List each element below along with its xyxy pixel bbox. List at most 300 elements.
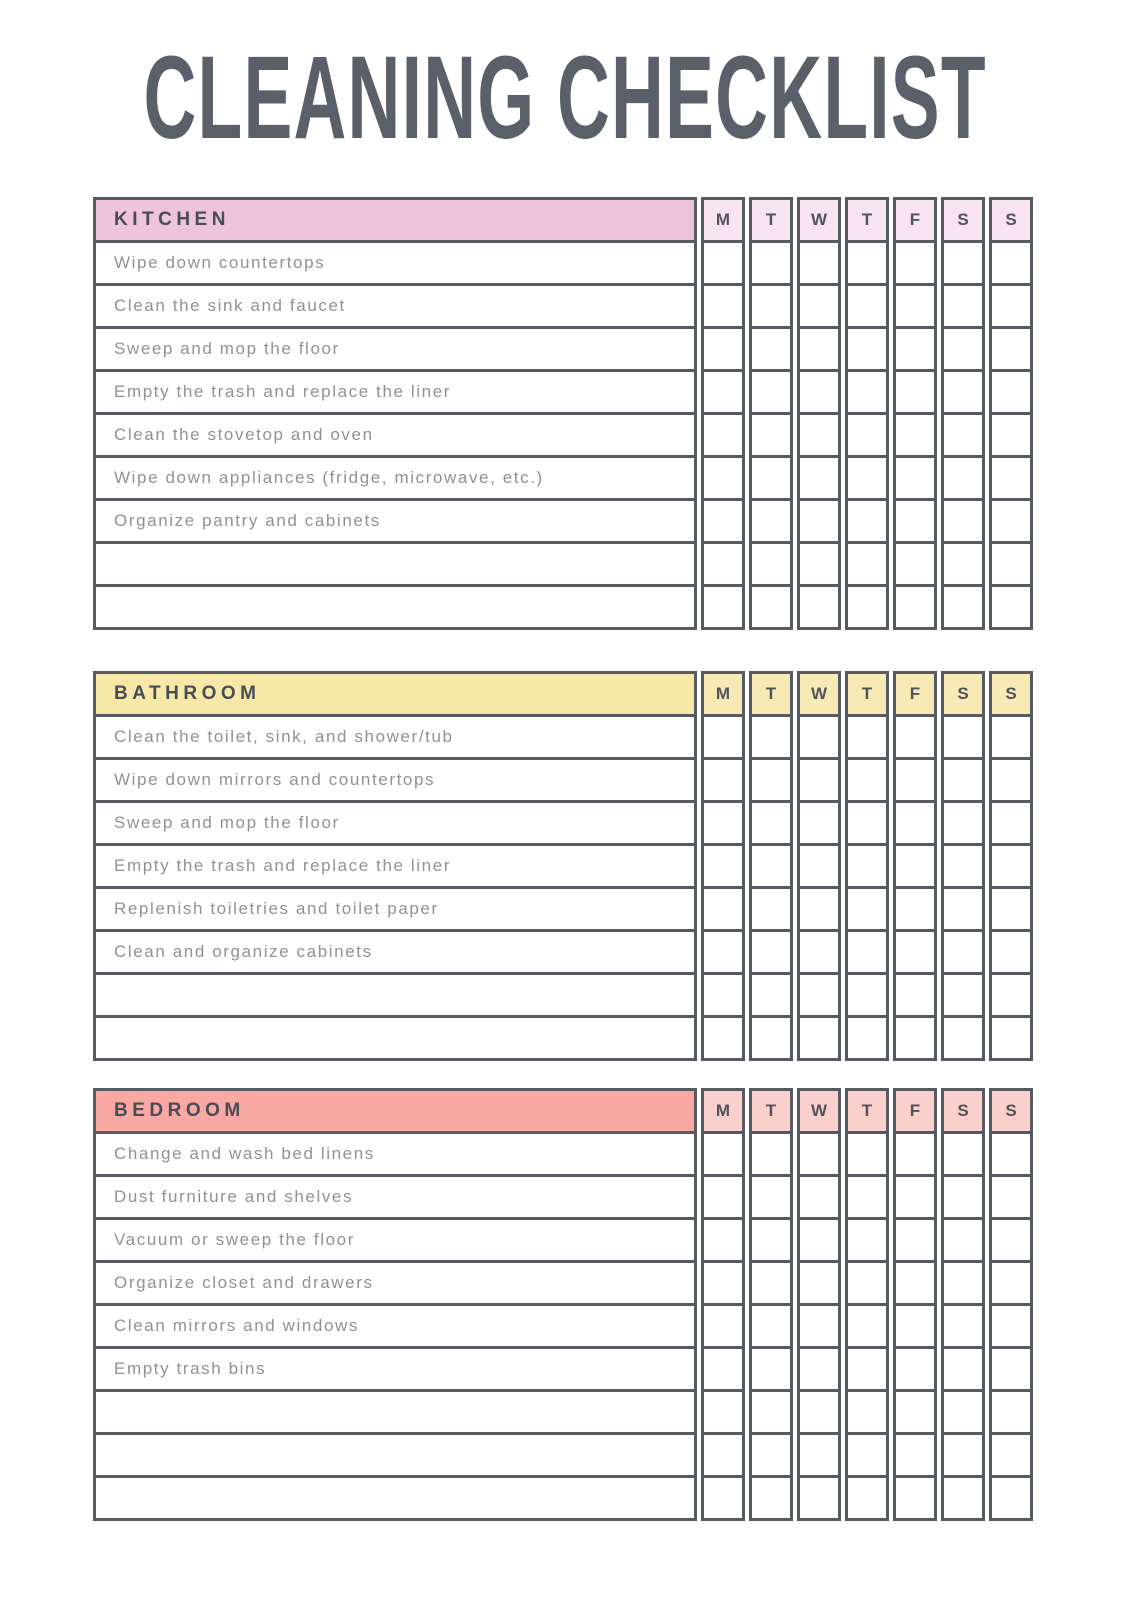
checkbox-cell[interactable] bbox=[749, 1174, 793, 1220]
day-header-cell bbox=[893, 671, 937, 717]
checkbox-cell[interactable] bbox=[989, 240, 1033, 286]
checkbox-cell[interactable] bbox=[749, 498, 793, 544]
day-header-cell bbox=[941, 197, 985, 243]
task-text: Change and wash bed linens bbox=[114, 1144, 375, 1163]
task-cell bbox=[93, 929, 697, 975]
checkbox-cell[interactable] bbox=[701, 843, 745, 889]
task-row bbox=[93, 1131, 1033, 1177]
checkbox-cell[interactable] bbox=[941, 1432, 985, 1478]
day-letter: F bbox=[909, 684, 921, 703]
task-text: Wipe down appliances (fridge, microwave, etc.) bbox=[114, 468, 544, 487]
section-header-cell-bathroom bbox=[93, 671, 697, 717]
checkbox-cell[interactable] bbox=[893, 886, 937, 932]
checkbox-cell[interactable] bbox=[749, 326, 793, 372]
day-header-cell bbox=[797, 197, 841, 243]
task-row bbox=[93, 843, 1033, 889]
checkbox-cell[interactable] bbox=[989, 1303, 1033, 1349]
checkbox-cell[interactable] bbox=[893, 800, 937, 846]
checkbox-cell[interactable] bbox=[749, 1217, 793, 1263]
checkbox-cell[interactable] bbox=[893, 326, 937, 372]
checkbox-cell[interactable] bbox=[845, 1475, 889, 1521]
task-text: Vacuum or sweep the floor bbox=[114, 1230, 355, 1249]
checkbox-cell[interactable] bbox=[749, 1432, 793, 1478]
task-cell bbox=[93, 757, 697, 803]
checkbox-cell[interactable] bbox=[893, 972, 937, 1018]
day-letter: T bbox=[861, 684, 873, 703]
checkbox-cell[interactable] bbox=[893, 584, 937, 630]
day-letter: M bbox=[715, 1101, 731, 1120]
checkbox-cell[interactable] bbox=[845, 929, 889, 975]
checkbox-cell[interactable] bbox=[749, 283, 793, 329]
checkbox-cell[interactable] bbox=[845, 714, 889, 760]
checkbox-cell[interactable] bbox=[797, 1174, 841, 1220]
checkbox-cell[interactable] bbox=[797, 1389, 841, 1435]
checkbox-cell[interactable] bbox=[701, 1131, 745, 1177]
empty-task-cell bbox=[93, 1389, 697, 1435]
checkbox-cell[interactable] bbox=[941, 714, 985, 760]
checkbox-cell[interactable] bbox=[845, 455, 889, 501]
checkbox-cell[interactable] bbox=[893, 541, 937, 587]
checkbox-cell[interactable] bbox=[941, 1475, 985, 1521]
checkbox-cell[interactable] bbox=[797, 584, 841, 630]
task-row bbox=[93, 455, 1033, 501]
checkbox-cell[interactable] bbox=[845, 541, 889, 587]
task-cell bbox=[93, 283, 697, 329]
checkbox-cell[interactable] bbox=[845, 498, 889, 544]
checkbox-cell[interactable] bbox=[989, 1174, 1033, 1220]
checkbox-cell[interactable] bbox=[797, 972, 841, 1018]
task-cell bbox=[93, 1260, 697, 1306]
task-row bbox=[93, 326, 1033, 372]
day-header-cell bbox=[941, 671, 985, 717]
task-row bbox=[93, 714, 1033, 760]
task-cell bbox=[93, 240, 697, 286]
checkbox-cell[interactable] bbox=[893, 1131, 937, 1177]
checkbox-cell[interactable] bbox=[989, 929, 1033, 975]
empty-task-cell bbox=[93, 541, 697, 587]
task-text: Organize closet and drawers bbox=[114, 1273, 374, 1292]
checkbox-cell[interactable] bbox=[845, 886, 889, 932]
checkbox-cell[interactable] bbox=[797, 1475, 841, 1521]
checkbox-cell[interactable] bbox=[845, 369, 889, 415]
checkbox-cell[interactable] bbox=[749, 541, 793, 587]
checkbox-cell[interactable] bbox=[893, 1174, 937, 1220]
task-text: Empty the trash and replace the liner bbox=[114, 856, 452, 875]
checkbox-cell[interactable] bbox=[989, 1432, 1033, 1478]
checkbox-cell[interactable] bbox=[797, 240, 841, 286]
checkbox-cell[interactable] bbox=[701, 1475, 745, 1521]
day-header-cell bbox=[749, 671, 793, 717]
checkbox-cell[interactable] bbox=[701, 1217, 745, 1263]
checkbox-cell[interactable] bbox=[941, 240, 985, 286]
checkbox-cell[interactable] bbox=[893, 1432, 937, 1478]
checkbox-cell[interactable] bbox=[749, 1475, 793, 1521]
task-row bbox=[93, 1346, 1033, 1392]
day-letter: S bbox=[957, 210, 969, 229]
checkbox-cell[interactable] bbox=[701, 757, 745, 803]
page-title: CLEANING CHECKLIST bbox=[143, 32, 988, 164]
day-letter: S bbox=[957, 684, 969, 703]
checkbox-cell[interactable] bbox=[941, 886, 985, 932]
checkbox-cell[interactable] bbox=[749, 1389, 793, 1435]
checkbox-cell[interactable] bbox=[989, 1217, 1033, 1263]
checkbox-cell[interactable] bbox=[749, 584, 793, 630]
checkbox-cell[interactable] bbox=[749, 886, 793, 932]
checkbox-cell[interactable] bbox=[893, 240, 937, 286]
empty-task-cell bbox=[93, 1475, 697, 1521]
day-header-cell bbox=[701, 671, 745, 717]
task-text: Sweep and mop the floor bbox=[114, 339, 340, 358]
checkbox-cell[interactable] bbox=[845, 1131, 889, 1177]
task-row bbox=[93, 1389, 1033, 1435]
checkbox-cell[interactable] bbox=[941, 800, 985, 846]
checkbox-cell[interactable] bbox=[845, 1303, 889, 1349]
checkbox-cell[interactable] bbox=[941, 584, 985, 630]
day-letter: S bbox=[1005, 684, 1017, 703]
checkbox-cell[interactable] bbox=[701, 800, 745, 846]
checkbox-cell[interactable] bbox=[797, 1015, 841, 1061]
task-row bbox=[93, 886, 1033, 932]
checkbox-cell[interactable] bbox=[893, 1015, 937, 1061]
day-header-cell bbox=[893, 1088, 937, 1134]
checkbox-cell[interactable] bbox=[893, 412, 937, 458]
task-cell bbox=[93, 455, 697, 501]
checkbox-cell[interactable] bbox=[941, 412, 985, 458]
checkbox-cell[interactable] bbox=[701, 584, 745, 630]
task-text: Clean the stovetop and oven bbox=[114, 425, 374, 444]
task-text: Wipe down countertops bbox=[114, 253, 326, 272]
checkbox-cell[interactable] bbox=[701, 886, 745, 932]
checkbox-cell[interactable] bbox=[845, 1346, 889, 1392]
checkbox-cell[interactable] bbox=[749, 455, 793, 501]
empty-task-cell bbox=[93, 1432, 697, 1478]
day-letter: M bbox=[715, 210, 731, 229]
checkbox-cell[interactable] bbox=[749, 1015, 793, 1061]
day-letter: S bbox=[1005, 1101, 1017, 1120]
checkbox-cell[interactable] bbox=[989, 1389, 1033, 1435]
checkbox-cell[interactable] bbox=[893, 1389, 937, 1435]
checkbox-cell[interactable] bbox=[749, 369, 793, 415]
checkbox-cell[interactable] bbox=[701, 1015, 745, 1061]
checkbox-cell[interactable] bbox=[797, 1217, 841, 1263]
day-header-cell bbox=[701, 197, 745, 243]
day-letter: T bbox=[765, 210, 777, 229]
checkbox-cell[interactable] bbox=[989, 800, 1033, 846]
day-header-cell bbox=[989, 1088, 1033, 1134]
task-row bbox=[93, 1303, 1033, 1349]
task-cell bbox=[93, 1303, 697, 1349]
checkbox-cell[interactable] bbox=[845, 283, 889, 329]
task-text: Organize pantry and cabinets bbox=[114, 511, 381, 530]
checkbox-cell[interactable] bbox=[941, 498, 985, 544]
day-header-cell bbox=[893, 197, 937, 243]
checkbox-cell[interactable] bbox=[845, 757, 889, 803]
checkbox-cell[interactable] bbox=[701, 541, 745, 587]
checkbox-cell[interactable] bbox=[989, 972, 1033, 1018]
checkbox-cell[interactable] bbox=[989, 1346, 1033, 1392]
checkbox-cell[interactable] bbox=[797, 541, 841, 587]
task-row bbox=[93, 240, 1033, 286]
task-cell bbox=[93, 1346, 697, 1392]
checkbox-cell[interactable] bbox=[845, 1217, 889, 1263]
task-row bbox=[93, 972, 1033, 1018]
task-cell bbox=[93, 843, 697, 889]
checkbox-cell[interactable] bbox=[749, 1346, 793, 1392]
task-row bbox=[93, 1260, 1033, 1306]
section-table-bedroom bbox=[93, 1088, 1033, 1521]
checkbox-cell[interactable] bbox=[797, 800, 841, 846]
task-text: Clean the toilet, sink, and shower/tub bbox=[114, 727, 454, 746]
checkbox-cell[interactable] bbox=[845, 1389, 889, 1435]
checkbox-cell[interactable] bbox=[701, 498, 745, 544]
task-row bbox=[93, 369, 1033, 415]
task-cell bbox=[93, 1217, 697, 1263]
checkbox-cell[interactable] bbox=[941, 1346, 985, 1392]
checkbox-cell[interactable] bbox=[701, 1260, 745, 1306]
checkbox-cell[interactable] bbox=[941, 541, 985, 587]
day-header-cell bbox=[845, 671, 889, 717]
checkbox-cell[interactable] bbox=[845, 584, 889, 630]
checkbox-cell[interactable] bbox=[749, 757, 793, 803]
task-row bbox=[93, 283, 1033, 329]
checkbox-cell[interactable] bbox=[749, 800, 793, 846]
checkbox-cell[interactable] bbox=[749, 1303, 793, 1349]
checkbox-cell[interactable] bbox=[797, 1432, 841, 1478]
checkbox-cell[interactable] bbox=[941, 1174, 985, 1220]
checkbox-cell[interactable] bbox=[941, 1303, 985, 1349]
checkbox-cell[interactable] bbox=[893, 1303, 937, 1349]
checkbox-cell[interactable] bbox=[989, 412, 1033, 458]
checkbox-cell[interactable] bbox=[845, 1015, 889, 1061]
checkbox-cell[interactable] bbox=[797, 886, 841, 932]
checkbox-cell[interactable] bbox=[893, 1260, 937, 1306]
task-text: Clean and organize cabinets bbox=[114, 942, 373, 961]
checkbox-cell[interactable] bbox=[893, 1475, 937, 1521]
checkbox-cell[interactable] bbox=[845, 1432, 889, 1478]
checkbox-cell[interactable] bbox=[989, 1015, 1033, 1061]
checkbox-cell[interactable] bbox=[797, 455, 841, 501]
checkbox-cell[interactable] bbox=[797, 1260, 841, 1306]
checkbox-cell[interactable] bbox=[845, 412, 889, 458]
checkbox-cell[interactable] bbox=[941, 929, 985, 975]
checkbox-cell[interactable] bbox=[845, 1260, 889, 1306]
task-cell bbox=[93, 326, 697, 372]
checkbox-cell[interactable] bbox=[797, 1131, 841, 1177]
empty-task-cell bbox=[93, 972, 697, 1018]
checkbox-cell[interactable] bbox=[941, 843, 985, 889]
checkbox-cell[interactable] bbox=[989, 541, 1033, 587]
task-text: Clean mirrors and windows bbox=[114, 1316, 360, 1335]
checkbox-cell[interactable] bbox=[749, 929, 793, 975]
checkbox-cell[interactable] bbox=[893, 843, 937, 889]
checkbox-cell[interactable] bbox=[797, 1303, 841, 1349]
task-text: Dust furniture and shelves bbox=[114, 1187, 354, 1206]
checkbox-cell[interactable] bbox=[989, 1260, 1033, 1306]
checkbox-cell[interactable] bbox=[941, 972, 985, 1018]
checkbox-cell[interactable] bbox=[701, 929, 745, 975]
checkbox-cell[interactable] bbox=[989, 757, 1033, 803]
checkbox-cell[interactable] bbox=[797, 326, 841, 372]
checkbox-cell[interactable] bbox=[845, 240, 889, 286]
checkbox-cell[interactable] bbox=[749, 240, 793, 286]
empty-task-cell bbox=[93, 584, 697, 630]
checkbox-cell[interactable] bbox=[845, 972, 889, 1018]
task-row bbox=[93, 929, 1033, 975]
section-header-row bbox=[93, 1088, 1033, 1134]
day-letter: T bbox=[861, 1101, 873, 1120]
checkbox-cell[interactable] bbox=[797, 498, 841, 544]
task-cell bbox=[93, 800, 697, 846]
checkbox-cell[interactable] bbox=[701, 1174, 745, 1220]
checkbox-cell[interactable] bbox=[893, 1346, 937, 1392]
checkbox-cell[interactable] bbox=[797, 929, 841, 975]
checkbox-cell[interactable] bbox=[941, 326, 985, 372]
day-letter: M bbox=[715, 684, 731, 703]
title-container bbox=[0, 32, 1131, 164]
checkbox-cell[interactable] bbox=[701, 283, 745, 329]
checkbox-cell[interactable] bbox=[893, 1217, 937, 1263]
section-label: BEDROOM bbox=[114, 1100, 245, 1121]
checkbox-cell[interactable] bbox=[797, 369, 841, 415]
checkbox-cell[interactable] bbox=[797, 714, 841, 760]
checkbox-cell[interactable] bbox=[893, 714, 937, 760]
checkbox-cell[interactable] bbox=[797, 1346, 841, 1392]
checkbox-cell[interactable] bbox=[797, 283, 841, 329]
day-header-cell bbox=[797, 1088, 841, 1134]
task-row bbox=[93, 1174, 1033, 1220]
checkbox-cell[interactable] bbox=[701, 1432, 745, 1478]
checkbox-cell[interactable] bbox=[845, 1174, 889, 1220]
day-letter: S bbox=[957, 1101, 969, 1120]
day-header-cell bbox=[989, 197, 1033, 243]
checkbox-cell[interactable] bbox=[989, 498, 1033, 544]
task-row bbox=[93, 541, 1033, 587]
checkbox-cell[interactable] bbox=[797, 843, 841, 889]
checkbox-cell[interactable] bbox=[941, 455, 985, 501]
checkbox-cell[interactable] bbox=[749, 1131, 793, 1177]
checkbox-cell[interactable] bbox=[989, 714, 1033, 760]
checkbox-cell[interactable] bbox=[941, 1389, 985, 1435]
task-row bbox=[93, 584, 1033, 630]
checkbox-cell[interactable] bbox=[845, 800, 889, 846]
task-row bbox=[93, 757, 1033, 803]
checkbox-cell[interactable] bbox=[893, 498, 937, 544]
checkbox-cell[interactable] bbox=[701, 412, 745, 458]
task-text: Empty trash bins bbox=[114, 1359, 267, 1378]
checkbox-cell[interactable] bbox=[701, 972, 745, 1018]
day-letter: W bbox=[810, 210, 828, 229]
empty-task-cell bbox=[93, 1015, 697, 1061]
checkbox-cell[interactable] bbox=[989, 369, 1033, 415]
checkbox-cell[interactable] bbox=[749, 843, 793, 889]
task-row bbox=[93, 1432, 1033, 1478]
section-table-kitchen bbox=[93, 197, 1033, 630]
checkbox-cell[interactable] bbox=[941, 757, 985, 803]
task-row bbox=[93, 1475, 1033, 1521]
task-text: Clean the sink and faucet bbox=[114, 296, 346, 315]
checkbox-cell[interactable] bbox=[941, 1131, 985, 1177]
day-letter: T bbox=[765, 1101, 777, 1120]
task-cell bbox=[93, 714, 697, 760]
day-header-cell bbox=[941, 1088, 985, 1134]
checkbox-cell[interactable] bbox=[701, 455, 745, 501]
checkbox-cell[interactable] bbox=[845, 843, 889, 889]
section-header-cell-kitchen bbox=[93, 197, 697, 243]
checkbox-cell[interactable] bbox=[941, 1015, 985, 1061]
checkbox-cell[interactable] bbox=[941, 283, 985, 329]
section-table-bathroom bbox=[93, 671, 1033, 1061]
day-letter: F bbox=[909, 210, 921, 229]
checkbox-cell[interactable] bbox=[989, 1475, 1033, 1521]
checkbox-cell[interactable] bbox=[701, 326, 745, 372]
section-header-row bbox=[93, 197, 1033, 243]
task-row bbox=[93, 1015, 1033, 1061]
checkbox-cell[interactable] bbox=[989, 584, 1033, 630]
checkbox-cell[interactable] bbox=[941, 1217, 985, 1263]
day-header-cell bbox=[989, 671, 1033, 717]
checkbox-cell[interactable] bbox=[701, 369, 745, 415]
checkbox-cell[interactable] bbox=[749, 972, 793, 1018]
checkbox-cell[interactable] bbox=[797, 757, 841, 803]
checkbox-cell[interactable] bbox=[893, 929, 937, 975]
day-header-cell bbox=[701, 1088, 745, 1134]
task-text: Replenish toiletries and toilet paper bbox=[114, 899, 439, 918]
checkbox-cell[interactable] bbox=[749, 714, 793, 760]
section-header-cell-bedroom bbox=[93, 1088, 697, 1134]
checkbox-cell[interactable] bbox=[701, 240, 745, 286]
checkbox-cell[interactable] bbox=[749, 412, 793, 458]
checkbox-cell[interactable] bbox=[749, 1260, 793, 1306]
day-header-cell bbox=[845, 197, 889, 243]
day-letter: T bbox=[861, 210, 873, 229]
checkbox-cell[interactable] bbox=[845, 326, 889, 372]
checkbox-cell[interactable] bbox=[701, 714, 745, 760]
task-cell bbox=[93, 886, 697, 932]
task-cell bbox=[93, 369, 697, 415]
checkbox-cell[interactable] bbox=[893, 455, 937, 501]
checkbox-cell[interactable] bbox=[941, 1260, 985, 1306]
checkbox-cell[interactable] bbox=[893, 369, 937, 415]
checkbox-cell[interactable] bbox=[989, 1131, 1033, 1177]
checkbox-cell[interactable] bbox=[989, 283, 1033, 329]
checkbox-cell[interactable] bbox=[941, 369, 985, 415]
checkbox-cell[interactable] bbox=[989, 886, 1033, 932]
checkbox-cell[interactable] bbox=[989, 843, 1033, 889]
checkbox-cell[interactable] bbox=[893, 757, 937, 803]
day-letter: T bbox=[765, 684, 777, 703]
task-row bbox=[93, 412, 1033, 458]
checkbox-cell[interactable] bbox=[701, 1389, 745, 1435]
task-text: Wipe down mirrors and countertops bbox=[114, 770, 436, 789]
day-header-cell bbox=[797, 671, 841, 717]
section-label: KITCHEN bbox=[114, 209, 230, 230]
checkbox-cell[interactable] bbox=[989, 455, 1033, 501]
day-header-cell bbox=[749, 1088, 793, 1134]
task-cell bbox=[93, 1131, 697, 1177]
day-letter: W bbox=[810, 684, 828, 703]
checkbox-cell[interactable] bbox=[989, 326, 1033, 372]
section-label: BATHROOM bbox=[114, 683, 261, 704]
day-header-cell bbox=[749, 197, 793, 243]
section-header-row bbox=[93, 671, 1033, 717]
task-row bbox=[93, 1217, 1033, 1263]
checkbox-cell[interactable] bbox=[701, 1303, 745, 1349]
task-row bbox=[93, 800, 1033, 846]
checkbox-cell[interactable] bbox=[797, 412, 841, 458]
checkbox-cell[interactable] bbox=[701, 1346, 745, 1392]
task-cell bbox=[93, 412, 697, 458]
checkbox-cell[interactable] bbox=[893, 283, 937, 329]
